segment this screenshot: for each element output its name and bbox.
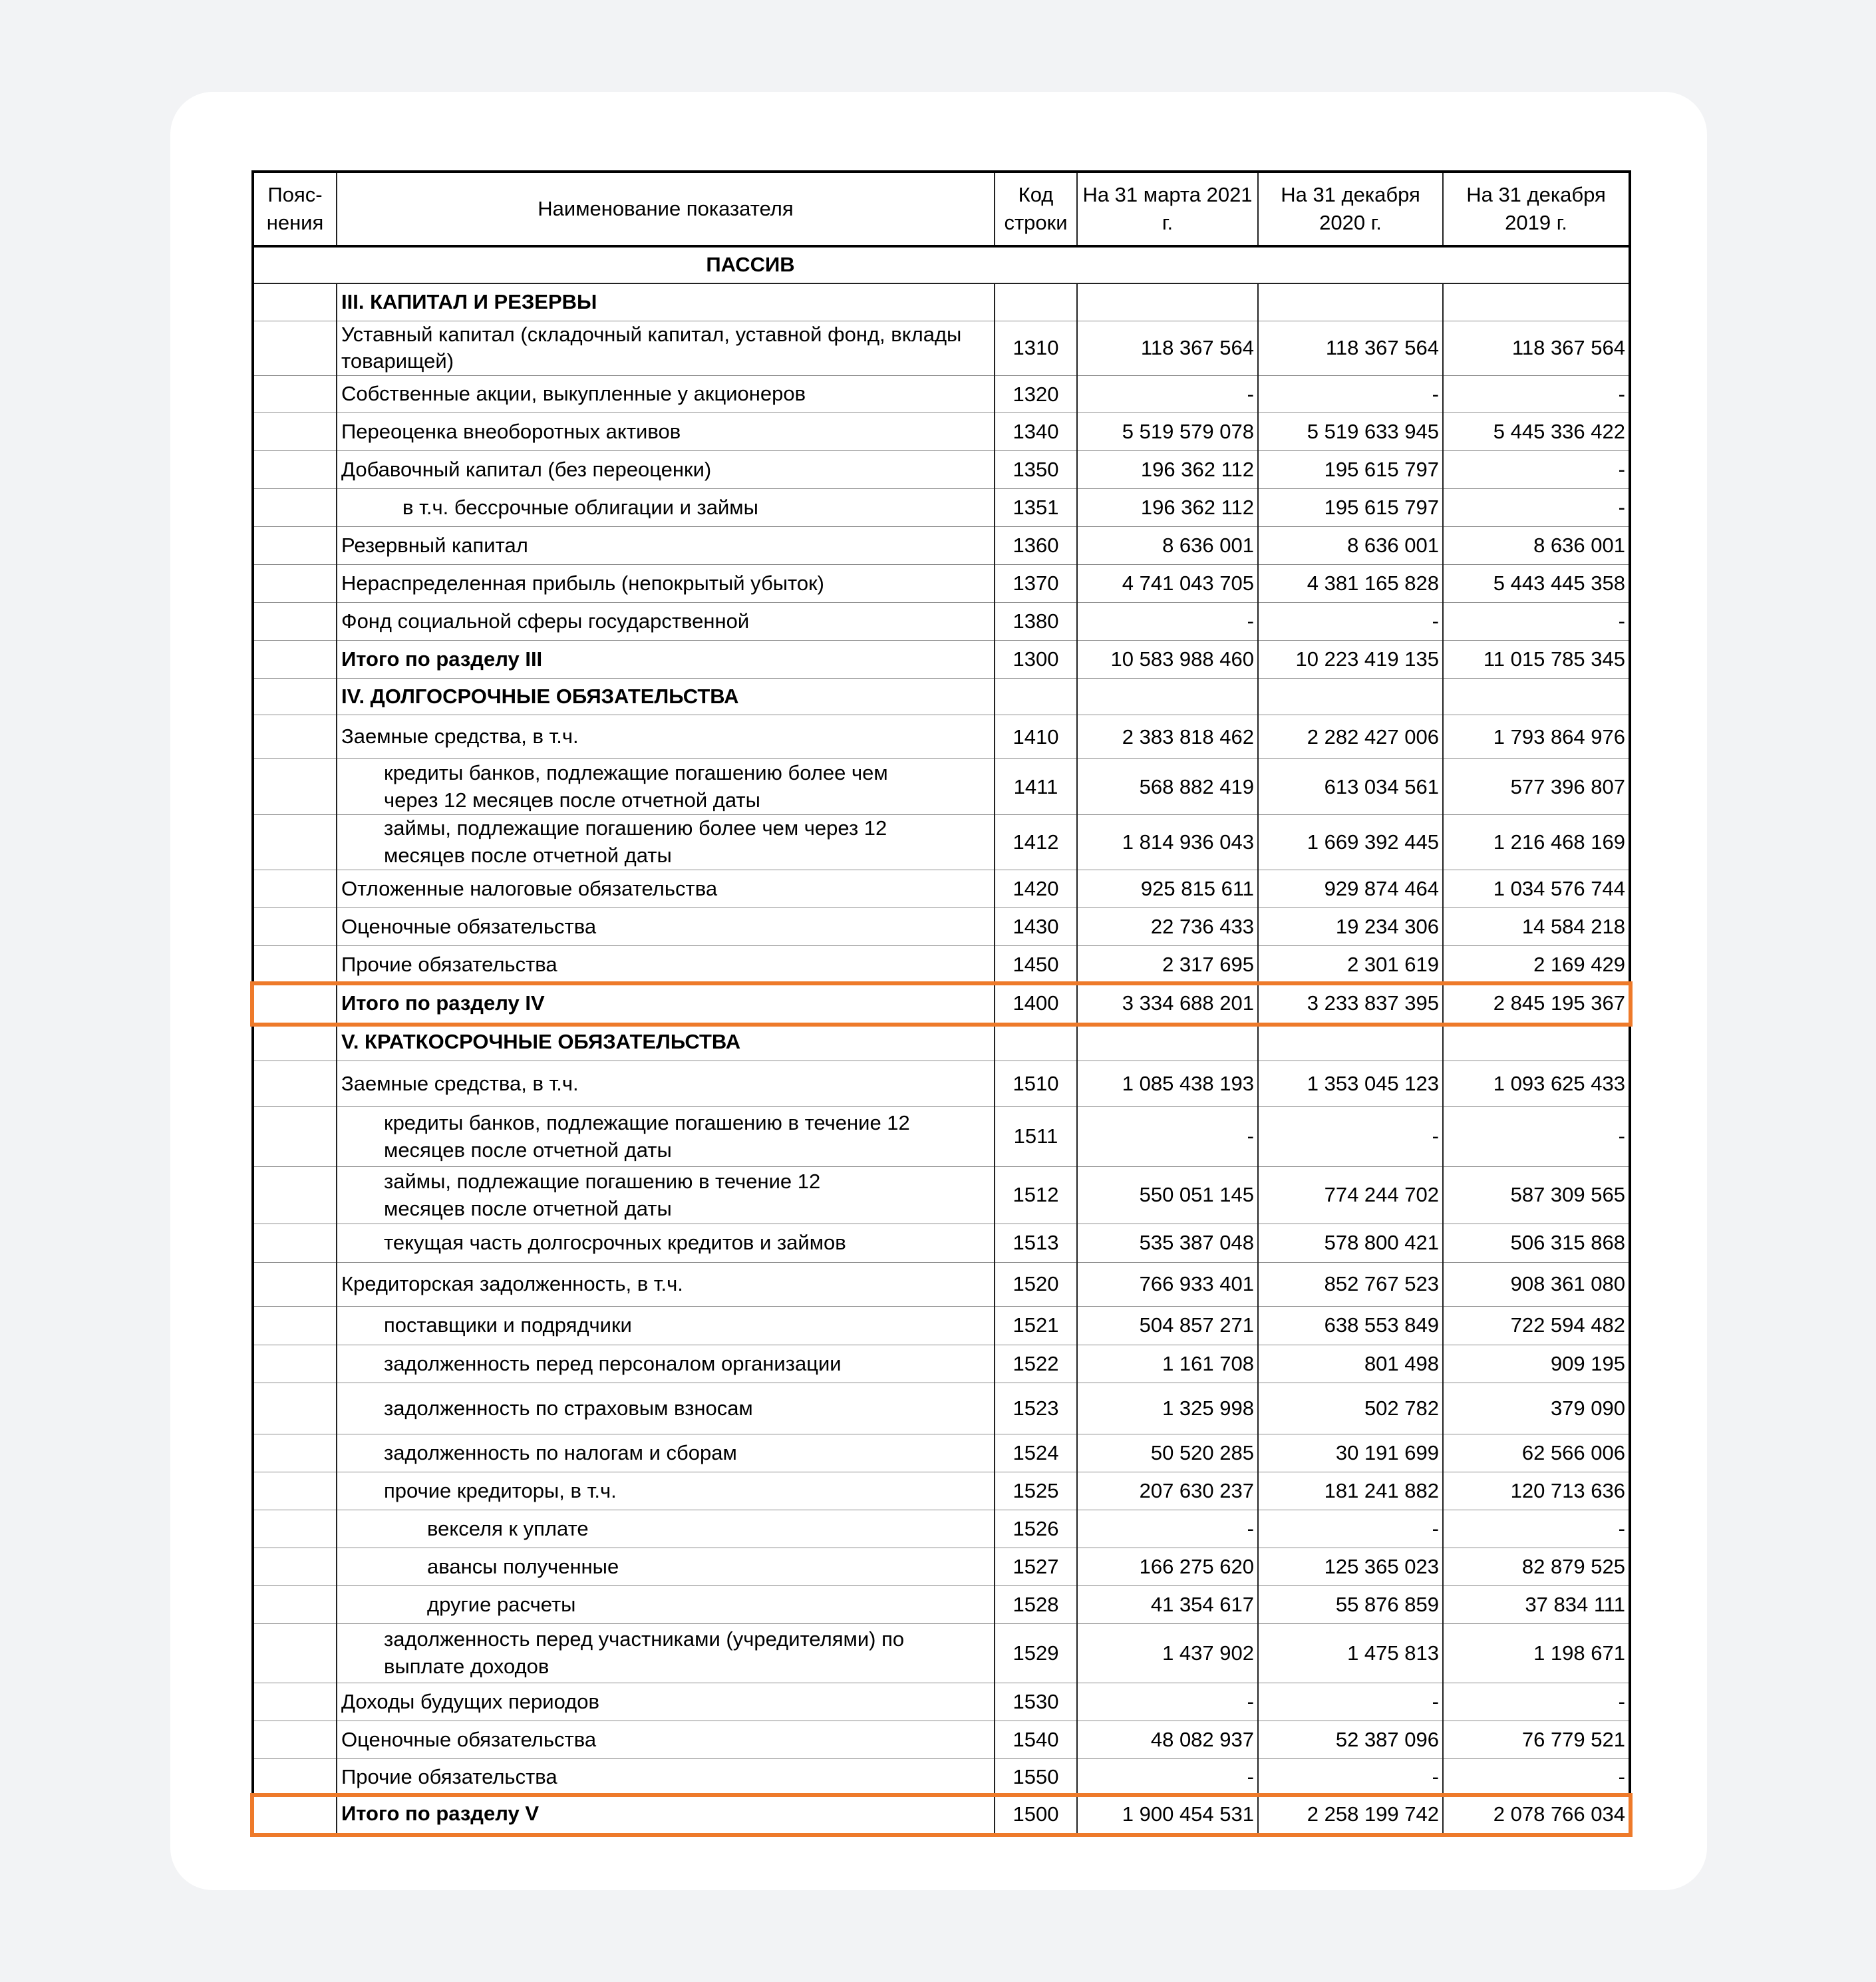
table-row: Собственные акции, выкупленные у акционеров 1320 - - -: [253, 376, 1630, 413]
header-name: Наименование показателя: [337, 172, 995, 246]
table-row: Доходы будущих периодов 1530 - - -: [253, 1683, 1630, 1721]
row-name: задолженность по страховым взносам: [337, 1383, 995, 1434]
row-name: Собственные акции, выкупленные у акционеров: [337, 376, 995, 413]
row-name: займы, подлежащие погашению более чем через 12 месяцев после отчетной даты: [337, 815, 995, 870]
table-row: Отложенные налоговые обязательства 1420 925 815 611 929 874 464 1 034 576 744: [253, 870, 1630, 908]
table-row: Добавочный капитал (без переоценки) 1350 196 362 112 195 615 797 -: [253, 451, 1630, 489]
row-name: Прочие обязательства: [337, 1759, 995, 1796]
row-name: задолженность по налогам и сборам: [337, 1434, 995, 1472]
row-name: Фонд социальной сферы государственной: [337, 603, 995, 641]
table-row: кредиты банков, подлежащие погашению в течение 12 месяцев после отчетной даты 1511 - - -: [253, 1107, 1630, 1167]
row-name: Оценочные обязательства: [337, 908, 995, 946]
balance-sheet-liabilities: [251, 170, 1629, 1836]
section-title-row: [253, 246, 1630, 283]
table-row: кредиты банков, подлежащие погашению более чем через 12 месяцев после отчетной даты 1411 568 882 419 613 034 561 577 396 807: [253, 759, 1630, 815]
table-row: задолженность перед персоналом организации 1522 1 161 708 801 498 909 195: [253, 1345, 1630, 1383]
row-name: поставщики и подрядчики: [337, 1307, 995, 1345]
table-row: прочие кредиторы, в т.ч. 1525 207 630 237 181 241 882 120 713 636: [253, 1472, 1630, 1510]
row-name: задолженность перед персоналом организации: [337, 1345, 995, 1383]
row-name: займы, подлежащие погашению в течение 12 месяцев после отчетной даты: [337, 1167, 995, 1224]
table-row: задолженность по налогам и сборам 1524 50 520 285 30 191 699 62 566 006: [253, 1434, 1630, 1472]
header-notes: Пояс-нения: [253, 172, 337, 246]
row-name: прочие кредиторы, в т.ч.: [337, 1472, 995, 1510]
table-row: Заемные средства, в т.ч. 1510 1 085 438 193 1 353 045 123 1 093 625 433: [253, 1061, 1630, 1107]
table-row: Переоценка внеоборотных активов 1340 5 519 579 078 5 519 633 945 5 445 336 422: [253, 413, 1630, 451]
table-row: текущая часть долгосрочных кредитов и займов 1513 535 387 048 578 800 421 506 315 868: [253, 1224, 1630, 1263]
table-row: авансы полученные 1527 166 275 620 125 365 023 82 879 525: [253, 1548, 1630, 1586]
table-row: задолженность по страховым взносам 1523 1 325 998 502 782 379 090: [253, 1383, 1630, 1434]
table-row: Оценочные обязательства 1540 48 082 937 52 387 096 76 779 521: [253, 1721, 1630, 1759]
row-name: Прочие обязательства: [337, 946, 995, 984]
table-header: [253, 172, 1630, 246]
table-row-total: Итого по разделу IV 1400 3 334 688 201 3 233 837 395 2 845 195 367: [253, 984, 1630, 1024]
table-row: векселя к уплате 1526 - - -: [253, 1510, 1630, 1548]
row-name: Итого по разделу III: [337, 641, 995, 679]
row-name: другие расчеты: [337, 1586, 995, 1624]
header-code: Код строки: [995, 172, 1077, 246]
header-col-2021: На 31 марта 2021 г.: [1077, 172, 1258, 246]
row-name: Уставный капитал (складочный капитал, уставной фонд, вклады товарищей): [337, 321, 995, 376]
table-row: займы, подлежащие погашению более чем через 12 месяцев после отчетной даты 1412 1 814 936 043 1 669 392 445 1 216 468 169: [253, 815, 1630, 870]
table-row: Оценочные обязательства 1430 22 736 433 19 234 306 14 584 218: [253, 908, 1630, 946]
table-row: Нераспределенная прибыль (непокрытый убыток) 1370 4 741 043 705 4 381 165 828 5 443 445 358: [253, 565, 1630, 603]
row-name: Итого по разделу V: [337, 1796, 995, 1834]
row-name: IV. ДОЛГОСРОЧНЫЕ ОБЯЗАТЕЛЬСТВА: [337, 679, 995, 715]
table-row: [253, 1024, 1630, 1061]
row-name: кредиты банков, подлежащие погашению более чем через 12 месяцев после отчетной даты: [337, 759, 995, 815]
table-row: Фонд социальной сферы государственной 1380 - - -: [253, 603, 1630, 641]
table-row: займы, подлежащие погашению в течение 12 месяцев после отчетной даты 1512 550 051 145 774 244 702 587 309 565: [253, 1167, 1630, 1224]
row-name: кредиты банков, подлежащие погашению в течение 12 месяцев после отчетной даты: [337, 1107, 995, 1167]
row-name: Итого по разделу IV: [337, 984, 995, 1024]
table-row: [253, 679, 1630, 715]
table-row: задолженность перед участниками (учредителями) по выплате доходов 1529 1 437 902 1 475 813 1 198 671: [253, 1624, 1630, 1683]
row-name: векселя к уплате: [337, 1510, 995, 1548]
row-name: V. КРАТКОСРОЧНЫЕ ОБЯЗАТЕЛЬСТВА: [337, 1024, 995, 1061]
row-name: Резервный капитал: [337, 527, 995, 565]
row-name: текущая часть долгосрочных кредитов и займов: [337, 1224, 995, 1263]
table-row: Прочие обязательства 1450 2 317 695 2 301 619 2 169 429: [253, 946, 1630, 984]
table-row: Кредиторская задолженность, в т.ч. 1520 766 933 401 852 767 523 908 361 080: [253, 1263, 1630, 1307]
table-row: Уставный капитал (складочный капитал, уставной фонд, вклады товарищей) 1310 118 367 564 118 367 564 118 367 564: [253, 321, 1630, 376]
row-name: Заемные средства, в т.ч.: [337, 1061, 995, 1107]
section-title: ПАССИВ: [253, 246, 1630, 283]
table-row: [253, 283, 1630, 321]
row-name: Оценочные обязательства: [337, 1721, 995, 1759]
table-row-total: Итого по разделу III 1300 10 583 988 460 10 223 419 135 11 015 785 345: [253, 641, 1630, 679]
row-name: Переоценка внеоборотных активов: [337, 413, 995, 451]
table-row: другие расчеты 1528 41 354 617 55 876 859 37 834 111: [253, 1586, 1630, 1624]
row-name: в т.ч. бессрочные облигации и займы: [337, 489, 995, 527]
table-row: Заемные средства, в т.ч. 1410 2 383 818 462 2 282 427 006 1 793 864 976: [253, 715, 1630, 759]
row-name: авансы полученные: [337, 1548, 995, 1586]
row-name: III. КАПИТАЛ И РЕЗЕРВЫ: [337, 283, 995, 321]
row-name: Нераспределенная прибыль (непокрытый убыток): [337, 565, 995, 603]
table-row: Резервный капитал 1360 8 636 001 8 636 001 8 636 001: [253, 527, 1630, 565]
header-col-2019: На 31 декабря 2019 г.: [1443, 172, 1630, 246]
table-row: в т.ч. бессрочные облигации и займы 1351 196 362 112 195 615 797 -: [253, 489, 1630, 527]
balance-table: [251, 170, 1631, 1836]
row-name: Добавочный капитал (без переоценки): [337, 451, 995, 489]
table-row: Прочие обязательства 1550 - - -: [253, 1759, 1630, 1796]
table-row: поставщики и подрядчики 1521 504 857 271 638 553 849 722 594 482: [253, 1307, 1630, 1345]
table-row-total: Итого по разделу V 1500 1 900 454 531 2 258 199 742 2 078 766 034: [253, 1796, 1630, 1834]
row-name: Отложенные налоговые обязательства: [337, 870, 995, 908]
row-name: Кредиторская задолженность, в т.ч.: [337, 1263, 995, 1307]
header-col-2020: На 31 декабря 2020 г.: [1258, 172, 1443, 246]
row-name: задолженность перед участниками (учредителями) по выплате доходов: [337, 1624, 995, 1683]
row-name: Заемные средства, в т.ч.: [337, 715, 995, 759]
row-name: Доходы будущих периодов: [337, 1683, 995, 1721]
